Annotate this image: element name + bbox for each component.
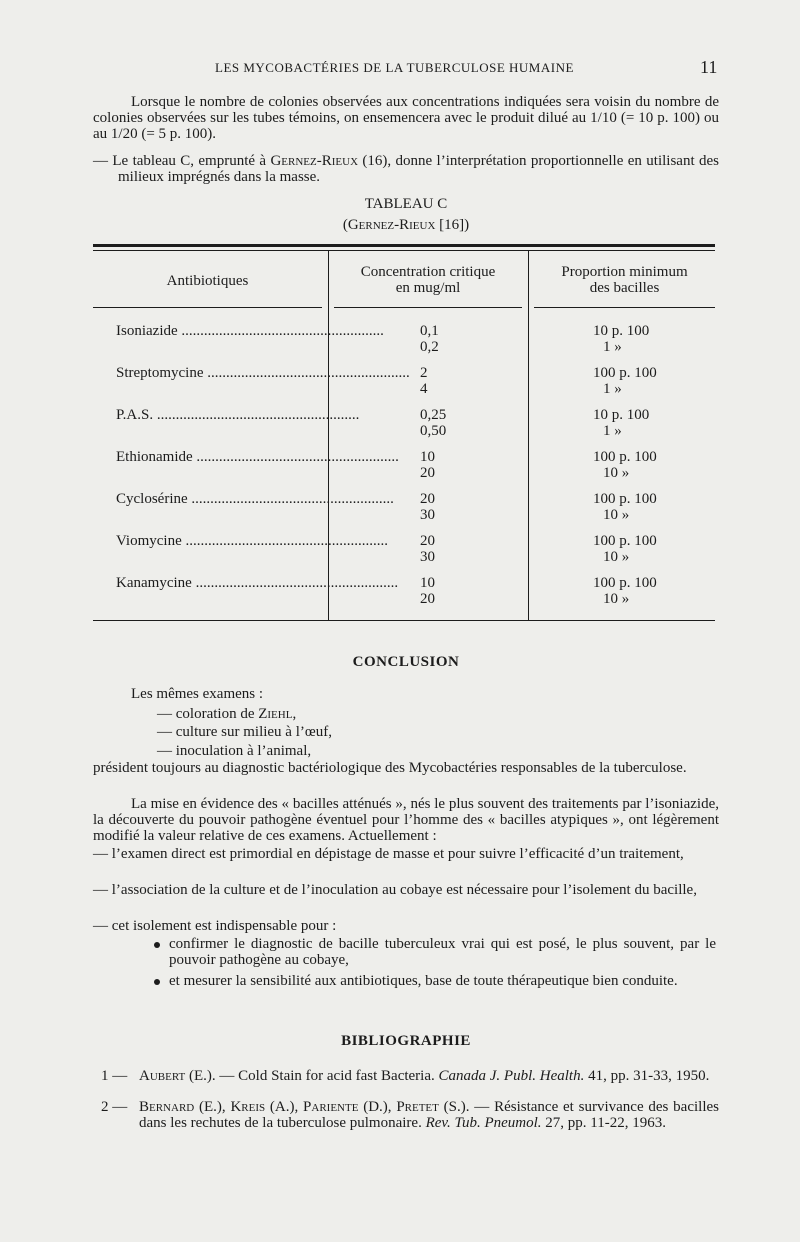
header-rule-col2 <box>534 307 715 308</box>
conclusion-item-3: — inoculation à l’animal, <box>157 743 312 759</box>
ref1-end: 41, pp. 31-33, 1950. <box>584 1068 710 1084</box>
concentration-value: 20 <box>420 533 435 549</box>
table-top-rule-thin <box>93 250 715 251</box>
header-concentration-line2: en mug/ml <box>395 280 461 296</box>
ref2-end: 27, pp. 11-22, 1963. <box>541 1115 666 1131</box>
bibliography-heading: BIBLIOGRAPHIE <box>341 1033 471 1049</box>
concentration-value: 0,50 <box>420 423 447 439</box>
proportion-cell <box>593 449 657 481</box>
table-top-rule-thick <box>93 244 715 247</box>
antibiotic-name <box>116 323 384 339</box>
proportion-value: 10 p. 100 <box>593 323 650 339</box>
proportion-value: 100 p. 100 <box>593 533 657 549</box>
antibiotic-label: Cyclosérine <box>116 491 188 507</box>
conclusion-intro: Les mêmes examens : <box>131 686 264 702</box>
reference-number: 2 — <box>101 1099 128 1115</box>
intro-p2-start: — Le tableau C, emprunté à <box>93 153 271 169</box>
concentration-cell <box>420 449 435 481</box>
proportion-cell <box>593 365 657 397</box>
dot-leader: ...................................................... <box>192 449 399 465</box>
dot-leader: ...................................................... <box>203 365 410 381</box>
intro-p2-author: Gernez-Rieux <box>270 153 359 169</box>
concentration-cell <box>420 533 435 565</box>
concentration-value: 4 <box>420 381 428 397</box>
concentration-cell <box>420 575 435 607</box>
reference-1 <box>139 1068 719 1084</box>
item1-start: — coloration de <box>157 706 259 722</box>
ref2-authors: Bernard (E.), Kreis (A.), Pariente (D.), Pretet (S.). <box>139 1099 470 1115</box>
concentration-value: 20 <box>420 591 435 607</box>
intro-paragraph-2 <box>93 153 719 185</box>
concentration-value: 20 <box>420 491 435 507</box>
header-proportion-line1: Proportion minimum <box>561 264 688 280</box>
concentration-cell <box>420 323 439 355</box>
antibiotic-label: Ethionamide <box>116 449 193 465</box>
antibiotic-name <box>116 575 399 591</box>
header-concentration-line1: Concentration critique <box>360 264 496 280</box>
proportion-cell <box>593 533 657 565</box>
antibiotic-label: Streptomycine <box>116 365 204 381</box>
table-bottom-rule <box>93 620 715 621</box>
table-source <box>93 217 719 234</box>
dot-leader: ...................................................... <box>191 575 399 591</box>
proportion-value: 1 » <box>603 423 622 439</box>
concentration-cell <box>420 491 435 523</box>
header-rule-col1 <box>334 307 522 308</box>
proportion-value: 100 p. 100 <box>593 575 657 591</box>
concentration-value: 2 <box>420 365 428 381</box>
conclusion-item-1 <box>157 706 296 722</box>
header-rule-col0 <box>93 307 322 308</box>
dot-leader: ...................................................... <box>153 407 360 423</box>
table-title: TABLEAU C <box>364 196 448 212</box>
proportion-cell <box>593 323 649 355</box>
proportion-value: 10 » <box>603 549 630 565</box>
table-row <box>0 407 800 441</box>
antibiotic-name <box>116 449 399 465</box>
table-row <box>0 365 800 399</box>
concentration-value: 10 <box>420 449 435 465</box>
dot-leader: ...................................................... <box>187 491 394 507</box>
conclusion-bullet-2: et mesurer la sensibilité aux antibiotiques, base de toute thérapeutique bien conduite. <box>169 973 678 989</box>
antibiotic-name <box>116 407 360 423</box>
proportion-value: 100 p. 100 <box>593 365 657 381</box>
bullet-icon <box>154 979 160 985</box>
concentration-value: 10 <box>420 575 435 591</box>
concentration-value: 0,2 <box>420 339 439 355</box>
concentration-value: 20 <box>420 465 435 481</box>
concentration-cell <box>420 365 428 397</box>
table-row <box>0 323 800 357</box>
conclusion-paragraph-1: président toujours au diagnostic bactériologique des Mycobactéries responsables de la tuberculose. <box>93 760 687 776</box>
item1-end: , <box>292 706 297 722</box>
antibiotic-name <box>116 533 388 549</box>
bullet-icon <box>154 942 160 948</box>
concentration-cell <box>420 407 446 439</box>
reference-number: 1 — <box>101 1068 128 1084</box>
proportion-value: 10 p. 100 <box>593 407 650 423</box>
antibiotic-label: Isoniazide <box>116 323 178 339</box>
running-title: LES MYCOBACTÉRIES DE LA TUBERCULOSE HUMAINE <box>215 60 574 75</box>
proportion-value: 1 » <box>603 381 622 397</box>
conclusion-dash-2: — l’association de la culture et de l’inoculation au cobaye est nécessaire pour l’isolement du bacille, <box>93 882 697 898</box>
ref1-journal: Canada J. Publ. Health. <box>438 1068 585 1084</box>
table-row <box>0 533 800 567</box>
conclusion-item-2: — culture sur milieu à l’œuf, <box>157 724 332 740</box>
antibiotic-name <box>116 491 394 507</box>
proportion-value: 10 » <box>603 591 630 607</box>
ref2-title: — Résistance et survivance des bacilles dans les rechutes de la tuberculose pulmonaire. <box>139 1099 719 1131</box>
dot-leader: ...................................................... <box>177 323 384 339</box>
header-proportion-line2: des bacilles <box>589 280 660 296</box>
reference-2 <box>139 1099 719 1131</box>
antibiotic-label: Viomycine <box>116 533 182 549</box>
intro-paragraph-1: Lorsque le nombre de colonies observées aux concentrations indiquées sera voisin du nombre de colonies observées sur les tubes témoins, on ensemencera avec le produit dilué au 1/10 (= 10 p. 100) ou au 1/20 (= 5 p. 100). <box>93 94 719 142</box>
ref1-authors: Aubert (E.). <box>139 1068 216 1084</box>
ref2-journal: Rev. Tub. Pneumol. <box>425 1115 542 1131</box>
antibiotic-name <box>116 365 410 381</box>
table-source-close: [16]) <box>435 217 470 233</box>
dot-leader: ...................................................... <box>181 533 388 549</box>
proportion-cell <box>593 575 657 607</box>
concentration-value: 0,1 <box>420 323 439 339</box>
proportion-value: 10 » <box>603 507 630 523</box>
conclusion-heading: CONCLUSION <box>352 654 460 670</box>
conclusion-paragraph-2: La mise en évidence des « bacilles atténués », nés le plus souvent des traitements par l’isoniazide, la découverte du pouvoir pathogène éventuel pour l’homme des « bacilles atypiques », ont légèrement modifié la valeur relative de ces examens. Actuellement : <box>93 796 719 844</box>
conclusion-bullet-1: confirmer le diagnostic de bacille tuberculeux vrai qui est posé, le plus souvent, par le pouvoir pathogène au cobaye, <box>169 936 716 968</box>
running-header <box>0 57 800 80</box>
conclusion-dash-3: — cet isolement est indispensable pour : <box>93 918 337 934</box>
concentration-value: 30 <box>420 507 435 523</box>
proportion-value: 1 » <box>603 339 622 355</box>
intro-p2-end: (16), donne l’interprétation proportionnelle en utilisant des milieux imprégnés dans la masse. <box>118 153 719 185</box>
table-row <box>0 491 800 525</box>
proportion-value: 100 p. 100 <box>593 491 657 507</box>
antibiotic-label: P.A.S. <box>116 407 154 423</box>
ref1-title: — Cold Stain for acid fast Bacteria. <box>215 1068 439 1084</box>
page-number: 11 <box>700 57 718 77</box>
concentration-value: 0,25 <box>420 407 447 423</box>
table-header-antibiotiques: Antibiotiques <box>166 273 249 289</box>
table-source-author: Gernez-Rieux <box>347 217 436 233</box>
proportion-cell <box>593 407 649 439</box>
proportion-cell <box>593 491 657 523</box>
table-header-concentration <box>334 264 522 296</box>
proportion-value: 10 » <box>603 465 630 481</box>
proportion-value: 100 p. 100 <box>593 449 657 465</box>
table-row <box>0 449 800 483</box>
item1-author: Ziehl <box>258 706 293 722</box>
concentration-value: 30 <box>420 549 435 565</box>
antibiotic-label: Kanamycine <box>116 575 192 591</box>
table-header-proportion <box>534 264 715 296</box>
conclusion-dash-1: — l’examen direct est primordial en dépistage de masse et pour suivre l’efficacité d’un traitement, <box>93 846 684 862</box>
table-source-open: ( <box>342 217 348 233</box>
table-row <box>0 575 800 609</box>
